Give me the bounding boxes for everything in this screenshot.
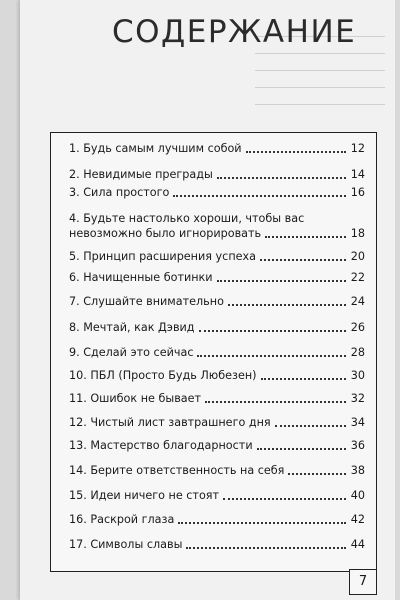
dot-leader xyxy=(186,547,346,549)
toc-entry xyxy=(69,167,365,182)
dot-leader xyxy=(205,401,346,403)
dot-leader xyxy=(173,195,346,197)
dot-leader xyxy=(178,522,346,524)
toc-entry xyxy=(69,488,365,503)
toc-entry-label-line1: 4. Будьте настолько хороши, чтобы вас xyxy=(69,212,305,225)
dot-leader xyxy=(275,425,346,427)
toc-entry xyxy=(69,391,365,406)
toc-entry-page: 26 xyxy=(350,321,365,334)
toc-entry-page: 14 xyxy=(350,168,365,181)
dot-leader xyxy=(246,151,346,153)
dot-leader xyxy=(257,448,346,450)
toc-entry-page: 38 xyxy=(350,464,365,477)
toc-entry-page: 32 xyxy=(350,392,365,405)
toc-entry xyxy=(69,185,365,200)
toc-entry-page: 28 xyxy=(350,346,365,359)
toc-entry-label: 10. ПБЛ (Просто Будь Любезен) xyxy=(69,369,257,382)
dot-leader xyxy=(197,355,346,357)
toc-entry-label: 5. Принцип расширения успеха xyxy=(69,250,257,263)
toc-entry-label: 14. Берите ответственность на себя xyxy=(69,464,285,477)
toc-entry xyxy=(69,438,365,453)
toc-entry xyxy=(69,537,365,552)
page-number: 7 xyxy=(349,569,377,595)
toc-entry-label: 6. Начищенные ботинки xyxy=(69,271,213,284)
toc-entry-page: 42 xyxy=(350,513,365,526)
toc-entry xyxy=(69,512,365,527)
toc-entry-page: 34 xyxy=(350,416,365,429)
toc-entry-page: 40 xyxy=(350,489,365,502)
toc-entry-label: 11. Ошибок не бывает xyxy=(69,392,202,405)
toc-entry-page: 16 xyxy=(350,186,365,199)
toc-entry-page: 18 xyxy=(350,227,365,240)
dot-leader xyxy=(217,177,346,179)
toc-entry xyxy=(69,320,365,335)
toc-entry xyxy=(69,141,365,156)
toc-entry-label: 8. Мечтай, как Дэвид xyxy=(69,321,195,334)
toc-entry-page: 44 xyxy=(350,538,365,551)
toc-entry xyxy=(69,415,365,430)
toc-entry xyxy=(69,211,365,241)
table-of-contents xyxy=(50,132,377,572)
toc-entry-page: 12 xyxy=(350,142,365,155)
page-title: СОДЕРЖАНИЕ xyxy=(112,14,357,50)
toc-entry-label: 2. Невидимые преграды xyxy=(69,168,213,181)
toc-entry xyxy=(69,294,365,309)
toc-entry-label: 7. Слушайте внимательно xyxy=(69,295,224,308)
toc-entry-label: 3. Сила простого xyxy=(69,186,170,199)
dot-leader xyxy=(265,236,346,238)
toc-entry-page: 20 xyxy=(350,250,365,263)
dot-leader xyxy=(261,378,347,380)
toc-entry xyxy=(69,249,365,264)
toc-entry-page: 30 xyxy=(350,369,365,382)
toc-entry-label: 13. Мастерство благодарности xyxy=(69,439,253,452)
toc-entry-label: 16. Раскрой глаза xyxy=(69,513,175,526)
toc-entry-label: 12. Чистый лист завтрашнего дня xyxy=(69,416,271,429)
toc-entry xyxy=(69,463,365,478)
dot-leader xyxy=(217,280,346,282)
toc-entry-label: невозможно было игнорировать xyxy=(69,227,262,240)
dot-leader xyxy=(260,259,346,261)
toc-entry-label: 1. Будь самым лучшим собой xyxy=(69,142,242,155)
dot-leader xyxy=(228,304,346,306)
toc-entry-page: 22 xyxy=(350,271,365,284)
toc-entry xyxy=(69,270,365,285)
dot-leader xyxy=(199,330,346,332)
toc-entry xyxy=(69,345,365,360)
dot-leader xyxy=(288,473,346,475)
toc-entry-page: 36 xyxy=(350,439,365,452)
toc-entry-label: 15. Идеи ничего не стоят xyxy=(69,489,220,502)
toc-entry xyxy=(69,368,365,383)
book-page xyxy=(20,0,395,600)
toc-entry-page: 24 xyxy=(350,295,365,308)
toc-entry-label: 17. Символы славы xyxy=(69,538,183,551)
dot-leader xyxy=(223,498,346,500)
toc-entry-label: 9. Сделай это сейчас xyxy=(69,346,194,359)
